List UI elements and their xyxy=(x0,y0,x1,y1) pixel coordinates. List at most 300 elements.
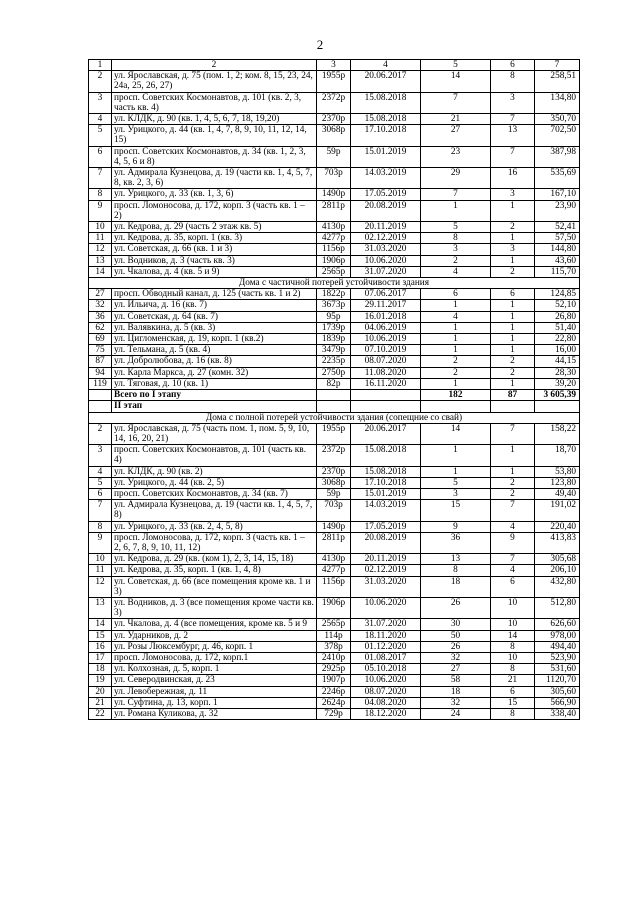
area-cell: 123,80 xyxy=(535,477,580,488)
decision-date-cell: 01.12.2020 xyxy=(351,641,421,652)
area-cell: 39,20 xyxy=(535,378,580,389)
address-cell: ул. КЛДК, д. 90 (кв. 2) xyxy=(112,466,317,477)
residents-cell: 2 xyxy=(421,255,491,266)
decision-number-cell: 2811р xyxy=(317,200,351,221)
row-number: 32 xyxy=(89,300,112,311)
residents-cell: 3 xyxy=(421,244,491,255)
total-blank xyxy=(89,390,112,401)
address-cell: ул. Ярославская, д. 75 (пом. 1, 2; ком. 8, 15, 23, 24, 24а, 25, 26, 27) xyxy=(112,71,317,92)
row-number: 19 xyxy=(89,675,112,686)
decision-date-cell: 15.08.2018 xyxy=(351,114,421,125)
decision-number-cell: 729р xyxy=(317,708,351,719)
table-row xyxy=(89,200,580,221)
area-cell: 566,90 xyxy=(535,697,580,708)
total-row xyxy=(89,390,580,401)
residents-cell: 26 xyxy=(421,641,491,652)
rooms-cell: 1 xyxy=(491,233,535,244)
address-cell: ул. Романа Куликова, д. 32 xyxy=(112,708,317,719)
area-cell: 305,68 xyxy=(535,554,580,565)
decision-date-cell: 20.08.2019 xyxy=(351,200,421,221)
address-cell: ул. Кедрова, д. 29 (часть 2 этаж кв. 5) xyxy=(112,222,317,233)
residents-cell: 3 xyxy=(421,488,491,499)
area-cell: 52,10 xyxy=(535,300,580,311)
rooms-cell: 9 xyxy=(491,532,535,553)
residents-cell: 2 xyxy=(421,356,491,367)
decision-date-cell: 07.06.2017 xyxy=(351,289,421,300)
table-row xyxy=(89,488,580,499)
area-cell: 134,80 xyxy=(535,92,580,113)
residents-cell: 18 xyxy=(421,686,491,697)
decision-date-cell: 08.07.2020 xyxy=(351,686,421,697)
table-row xyxy=(89,233,580,244)
area-cell: 49,40 xyxy=(535,488,580,499)
row-number: 2 xyxy=(89,71,112,92)
table-row xyxy=(89,708,580,719)
rooms-cell: 10 xyxy=(491,597,535,618)
row-number: 13 xyxy=(89,255,112,266)
decision-number-cell: 378р xyxy=(317,641,351,652)
area-cell: 158,22 xyxy=(535,423,580,444)
area-cell: 191,02 xyxy=(535,500,580,521)
decision-number-cell: 95р xyxy=(317,311,351,322)
rooms-cell: 2 xyxy=(491,477,535,488)
address-cell: ул. Советская, д. 66 (все помещения кроме кв. 1 и 3) xyxy=(112,576,317,597)
decision-date-cell: 15.01.2019 xyxy=(351,488,421,499)
stage-label: II этап xyxy=(112,401,317,412)
decision-date-cell: 15.08.2018 xyxy=(351,92,421,113)
header-cell: 4 xyxy=(351,60,421,71)
area-cell: 626,60 xyxy=(535,619,580,630)
table-row xyxy=(89,477,580,488)
row-number: 15 xyxy=(89,630,112,641)
header-cell: 1 xyxy=(89,60,112,71)
rooms-cell: 7 xyxy=(491,114,535,125)
area-cell: 206,10 xyxy=(535,565,580,576)
residents-cell: 23 xyxy=(421,146,491,167)
stage-row xyxy=(89,401,580,412)
area-cell: 52,41 xyxy=(535,222,580,233)
stage-blank xyxy=(491,401,535,412)
table-row xyxy=(89,554,580,565)
row-number: 22 xyxy=(89,708,112,719)
row-number: 8 xyxy=(89,521,112,532)
decision-number-cell: 2624р xyxy=(317,697,351,708)
area-cell: 44,15 xyxy=(535,356,580,367)
address-cell: ул. Водников, д. 3 (все помещения кроме части кв. 3) xyxy=(112,597,317,618)
total-label: Всего по I этапу xyxy=(112,390,317,401)
residents-cell: 1 xyxy=(421,322,491,333)
decision-number-cell: 1156р xyxy=(317,576,351,597)
decision-date-cell: 17.05.2019 xyxy=(351,521,421,532)
address-cell: ул. Северодвинская, д. 23 xyxy=(112,675,317,686)
table-row xyxy=(89,189,580,200)
decision-number-cell: 1739р xyxy=(317,322,351,333)
area-cell: 387,98 xyxy=(535,146,580,167)
area-cell: 28,30 xyxy=(535,367,580,378)
rooms-cell: 3 xyxy=(491,189,535,200)
row-number: 9 xyxy=(89,532,112,553)
decision-number-cell: 2372р xyxy=(317,445,351,466)
decision-date-cell: 20.11.2019 xyxy=(351,554,421,565)
decision-number-cell: 2370р xyxy=(317,466,351,477)
stage-blank xyxy=(317,401,351,412)
table-row xyxy=(89,532,580,553)
rooms-cell: 1 xyxy=(491,322,535,333)
residents-cell: 27 xyxy=(421,664,491,675)
table-row xyxy=(89,630,580,641)
address-cell: ул. Водников, д. 3 (часть кв. 3) xyxy=(112,255,317,266)
address-cell: ул. Советская, д. 66 (кв. 1 и 3) xyxy=(112,244,317,255)
address-cell: ул. Левобережная, д. 11 xyxy=(112,686,317,697)
row-number: 5 xyxy=(89,125,112,146)
decision-number-cell: 2565р xyxy=(317,266,351,277)
table-row xyxy=(89,675,580,686)
address-cell: ул. Кедрова, д. 29 (кв. (ком 1), 2, 3, 14, 15, 18) xyxy=(112,554,317,565)
rooms-cell: 2 xyxy=(491,356,535,367)
residents-cell: 4 xyxy=(421,311,491,322)
table-row xyxy=(89,266,580,277)
decision-number-cell: 3479р xyxy=(317,345,351,356)
residents-cell: 30 xyxy=(421,619,491,630)
table-row xyxy=(89,71,580,92)
residents-cell: 2 xyxy=(421,367,491,378)
address-cell: просп. Обводный канал, д. 125 (часть кв. 1 и 2) xyxy=(112,289,317,300)
stage-blank xyxy=(421,401,491,412)
row-number: 10 xyxy=(89,554,112,565)
decision-number-cell: 2370р xyxy=(317,114,351,125)
rooms-cell: 8 xyxy=(491,641,535,652)
row-number: 4 xyxy=(89,466,112,477)
table-row xyxy=(89,445,580,466)
decision-date-cell: 18.11.2020 xyxy=(351,630,421,641)
row-number: 20 xyxy=(89,686,112,697)
rooms-cell: 3 xyxy=(491,244,535,255)
address-cell: ул. Кедрова, д. 35, корп. 1 (кв. 3) xyxy=(112,233,317,244)
rooms-cell: 2 xyxy=(491,266,535,277)
row-number: 11 xyxy=(89,233,112,244)
decision-date-cell: 08.07.2020 xyxy=(351,356,421,367)
residents-cell: 1 xyxy=(421,466,491,477)
row-number: 94 xyxy=(89,367,112,378)
decision-date-cell: 10.06.2019 xyxy=(351,334,421,345)
address-cell: ул. Урицкого, д. 33 (кв. 1, 3, 6) xyxy=(112,189,317,200)
address-cell: ул. КЛДК, д. 90 (кв. 1, 4, 5, 6, 7, 18, 19,20) xyxy=(112,114,317,125)
table-row xyxy=(89,466,580,477)
decision-number-cell: 1907р xyxy=(317,675,351,686)
rooms-cell: 1 xyxy=(491,445,535,466)
area-cell: 305,60 xyxy=(535,686,580,697)
address-cell: ул. Колхозная, д. 5, корп. 1 xyxy=(112,664,317,675)
rooms-cell: 21 xyxy=(491,675,535,686)
residents-cell: 8 xyxy=(421,565,491,576)
rooms-cell: 7 xyxy=(491,146,535,167)
residents-cell: 24 xyxy=(421,708,491,719)
decision-date-cell: 10.06.2020 xyxy=(351,255,421,266)
stage-blank xyxy=(351,401,421,412)
decision-number-cell: 59р xyxy=(317,488,351,499)
decision-date-cell: 20.06.2017 xyxy=(351,423,421,444)
decision-number-cell: 82р xyxy=(317,378,351,389)
row-number: 6 xyxy=(89,488,112,499)
address-cell: ул. Ударников, д. 2 xyxy=(112,630,317,641)
row-number: 21 xyxy=(89,697,112,708)
rooms-cell: 10 xyxy=(491,652,535,663)
row-number: 69 xyxy=(89,334,112,345)
address-cell: ул. Чкалова, д. 4 (все помещения, кроме кв. 5 и 9 xyxy=(112,619,317,630)
table-row xyxy=(89,255,580,266)
row-number: 7 xyxy=(89,168,112,189)
address-cell: ул. Тяговая, д. 10 (кв. 1) xyxy=(112,378,317,389)
decision-date-cell: 16.11.2020 xyxy=(351,378,421,389)
decision-number-cell: 3673р xyxy=(317,300,351,311)
decision-number-cell: 1906р xyxy=(317,597,351,618)
row-number: 12 xyxy=(89,244,112,255)
residents-cell: 32 xyxy=(421,697,491,708)
page-number: 2 xyxy=(316,37,324,52)
area-cell: 124,85 xyxy=(535,289,580,300)
rooms-cell: 6 xyxy=(491,686,535,697)
area-cell: 978,00 xyxy=(535,630,580,641)
decision-number-cell: 2235р xyxy=(317,356,351,367)
area-cell: 115,70 xyxy=(535,266,580,277)
decision-number-cell: 2750р xyxy=(317,367,351,378)
row-number: 3 xyxy=(89,92,112,113)
row-number: 62 xyxy=(89,322,112,333)
rooms-cell: 1 xyxy=(491,200,535,221)
residents-cell: 1 xyxy=(421,334,491,345)
residents-cell: 6 xyxy=(421,289,491,300)
residents-cell: 4 xyxy=(421,266,491,277)
decision-date-cell: 02.12.2019 xyxy=(351,233,421,244)
table-row xyxy=(89,652,580,663)
decision-number-cell: 703р xyxy=(317,168,351,189)
table-row xyxy=(89,300,580,311)
table-row xyxy=(89,664,580,675)
rooms-cell: 8 xyxy=(491,664,535,675)
decision-number-cell: 4277р xyxy=(317,565,351,576)
decision-number-cell: 1955р xyxy=(317,71,351,92)
residents-cell: 14 xyxy=(421,423,491,444)
residents-cell: 36 xyxy=(421,532,491,553)
header-row xyxy=(89,60,580,71)
decision-date-cell: 17.05.2019 xyxy=(351,189,421,200)
rooms-cell: 1 xyxy=(491,345,535,356)
table-row xyxy=(89,334,580,345)
table-row xyxy=(89,697,580,708)
decision-number-cell: 59р xyxy=(317,146,351,167)
address-cell: ул. Адмирала Кузнецова, д. 19 (части кв. 1, 4, 5, 7, 8) xyxy=(112,500,317,521)
area-cell: 144,80 xyxy=(535,244,580,255)
header-cell: 5 xyxy=(421,60,491,71)
residents-cell: 8 xyxy=(421,233,491,244)
decision-number-cell: 1906р xyxy=(317,255,351,266)
decision-date-cell: 31.07.2020 xyxy=(351,266,421,277)
rooms-cell: 10 xyxy=(491,619,535,630)
address-cell: просп. Советских Космонавтов, д. 101 (кв. 2, 3, часть кв. 4) xyxy=(112,92,317,113)
row-number: 7 xyxy=(89,500,112,521)
table-row xyxy=(89,686,580,697)
decision-date-cell: 02.12.2019 xyxy=(351,565,421,576)
table-row xyxy=(89,222,580,233)
rooms-cell: 1 xyxy=(491,255,535,266)
area-cell: 53,80 xyxy=(535,466,580,477)
table-row xyxy=(89,576,580,597)
area-cell: 23,90 xyxy=(535,200,580,221)
table-row xyxy=(89,521,580,532)
decision-date-cell: 16.01.2018 xyxy=(351,311,421,322)
area-cell: 535,69 xyxy=(535,168,580,189)
area-cell: 350,70 xyxy=(535,114,580,125)
decision-date-cell: 04.08.2020 xyxy=(351,697,421,708)
rooms-cell: 8 xyxy=(491,71,535,92)
table-row xyxy=(89,565,580,576)
stage-blank xyxy=(535,401,580,412)
rooms-cell: 14 xyxy=(491,630,535,641)
resettlement-table xyxy=(88,59,580,720)
decision-number-cell: 4277р xyxy=(317,233,351,244)
rooms-cell: 6 xyxy=(491,576,535,597)
residents-cell: 7 xyxy=(421,189,491,200)
row-number: 12 xyxy=(89,576,112,597)
decision-number-cell: 4130р xyxy=(317,554,351,565)
decision-date-cell: 17.10.2018 xyxy=(351,125,421,146)
row-number: 6 xyxy=(89,146,112,167)
row-number: 18 xyxy=(89,664,112,675)
address-cell: ул. Цигломенская, д. 19, корп. 1 (кв.2) xyxy=(112,334,317,345)
decision-date-cell: 07.10.2019 xyxy=(351,345,421,356)
area-cell: 43,60 xyxy=(535,255,580,266)
rooms-cell: 7 xyxy=(491,423,535,444)
residents-cell: 1 xyxy=(421,200,491,221)
decision-date-cell: 01.08.2017 xyxy=(351,652,421,663)
table-row xyxy=(89,597,580,618)
decision-number-cell: 4130р xyxy=(317,222,351,233)
table-row xyxy=(89,168,580,189)
address-cell: ул. Урицкого, д. 33 (кв. 2, 4, 5, 8) xyxy=(112,521,317,532)
row-number: 4 xyxy=(89,114,112,125)
address-cell: ул. Валявкина, д. 5 (кв. 3) xyxy=(112,322,317,333)
table-row xyxy=(89,378,580,389)
decision-number-cell: 3068р xyxy=(317,477,351,488)
address-cell: ул. Добролюбова, д. 16 (кв. 8) xyxy=(112,356,317,367)
decision-date-cell: 15.01.2019 xyxy=(351,146,421,167)
area-cell: 258,51 xyxy=(535,71,580,92)
residents-cell: 27 xyxy=(421,125,491,146)
rooms-cell: 16 xyxy=(491,168,535,189)
table-row xyxy=(89,146,580,167)
row-number: 36 xyxy=(89,311,112,322)
rooms-cell: 1 xyxy=(491,300,535,311)
area-cell: 22,80 xyxy=(535,334,580,345)
decision-date-cell: 04.06.2019 xyxy=(351,322,421,333)
rooms-cell: 8 xyxy=(491,708,535,719)
residents-cell: 1 xyxy=(421,378,491,389)
decision-number-cell: 2246р xyxy=(317,686,351,697)
decision-date-cell: 05.10.2018 xyxy=(351,664,421,675)
section-title: Дома с полной потерей устойчивости здания (сопещние со свай) xyxy=(89,412,580,423)
area-cell: 1120,70 xyxy=(535,675,580,686)
residents-cell: 13 xyxy=(421,554,491,565)
residents-cell: 18 xyxy=(421,576,491,597)
area-cell: 18,70 xyxy=(535,445,580,466)
row-number: 5 xyxy=(89,477,112,488)
address-cell: просп. Ломоносова, д. 172, корп. 3 (часть кв. 1 – 2) xyxy=(112,200,317,221)
rooms-cell: 1 xyxy=(491,466,535,477)
total-blank xyxy=(317,390,351,401)
header-cell: 2 xyxy=(112,60,317,71)
rooms-cell: 1 xyxy=(491,334,535,345)
decision-number-cell: 1955р xyxy=(317,423,351,444)
residents-cell: 5 xyxy=(421,477,491,488)
address-cell: ул. Розы Люксембург, д. 46, корп. 1 xyxy=(112,641,317,652)
decision-date-cell: 31.03.2020 xyxy=(351,244,421,255)
decision-number-cell: 1156р xyxy=(317,244,351,255)
decision-number-cell: 2925р xyxy=(317,664,351,675)
table-row xyxy=(89,345,580,356)
rooms-cell: 4 xyxy=(491,565,535,576)
decision-date-cell: 20.11.2019 xyxy=(351,222,421,233)
decision-date-cell: 31.03.2020 xyxy=(351,576,421,597)
address-cell: просп. Ломоносова, д. 172, корп.1 xyxy=(112,652,317,663)
total-rooms: 87 xyxy=(491,390,535,401)
rooms-cell: 1 xyxy=(491,378,535,389)
decision-number-cell: 114р xyxy=(317,630,351,641)
total-residents: 182 xyxy=(421,390,491,401)
residents-cell: 32 xyxy=(421,652,491,663)
decision-date-cell: 15.08.2018 xyxy=(351,466,421,477)
row-number: 2 xyxy=(89,423,112,444)
decision-date-cell: 29.11.2017 xyxy=(351,300,421,311)
row-number: 16 xyxy=(89,641,112,652)
row-number: 17 xyxy=(89,652,112,663)
total-area: 3 605,39 xyxy=(535,390,580,401)
area-cell: 531,60 xyxy=(535,664,580,675)
rooms-cell: 13 xyxy=(491,125,535,146)
rooms-cell: 4 xyxy=(491,521,535,532)
address-cell: просп. Советских Космонавтов, д. 34 (кв. 7) xyxy=(112,488,317,499)
row-number: 75 xyxy=(89,345,112,356)
rooms-cell: 2 xyxy=(491,222,535,233)
table-body xyxy=(89,60,580,720)
table-row xyxy=(89,356,580,367)
area-cell: 432,80 xyxy=(535,576,580,597)
row-number: 13 xyxy=(89,597,112,618)
decision-date-cell: 18.12.2020 xyxy=(351,708,421,719)
table-row xyxy=(89,619,580,630)
residents-cell: 1 xyxy=(421,445,491,466)
header-cell: 3 xyxy=(317,60,351,71)
area-cell: 494,40 xyxy=(535,641,580,652)
area-cell: 26,80 xyxy=(535,311,580,322)
address-cell: ул. Урицкого, д. 44 (кв. 2, 5) xyxy=(112,477,317,488)
decision-date-cell: 14.03.2019 xyxy=(351,500,421,521)
address-cell: ул. Чкалова, д. 4 (кв. 5 и 9) xyxy=(112,266,317,277)
address-cell: ул. Урицкого, д. 44 (кв. 1, 4, 7, 8, 9, 10, 11, 12, 14, 15) xyxy=(112,125,317,146)
address-cell: просп. Советских Космонавтов, д. 101 (часть кв. 4) xyxy=(112,445,317,466)
row-number: 9 xyxy=(89,200,112,221)
decision-date-cell: 20.06.2017 xyxy=(351,71,421,92)
table-row xyxy=(89,500,580,521)
decision-number-cell: 1490р xyxy=(317,189,351,200)
residents-cell: 21 xyxy=(421,114,491,125)
address-cell: ул. Адмирала Кузнецова, д. 19 (части кв. 1, 4, 5, 7, 8, кв. 2, 3, 6) xyxy=(112,168,317,189)
table-row xyxy=(89,641,580,652)
residents-cell: 50 xyxy=(421,630,491,641)
address-cell: ул. Карла Маркса, д. 27 (комн. 32) xyxy=(112,367,317,378)
area-cell: 338,40 xyxy=(535,708,580,719)
table-row xyxy=(89,311,580,322)
residents-cell: 1 xyxy=(421,345,491,356)
